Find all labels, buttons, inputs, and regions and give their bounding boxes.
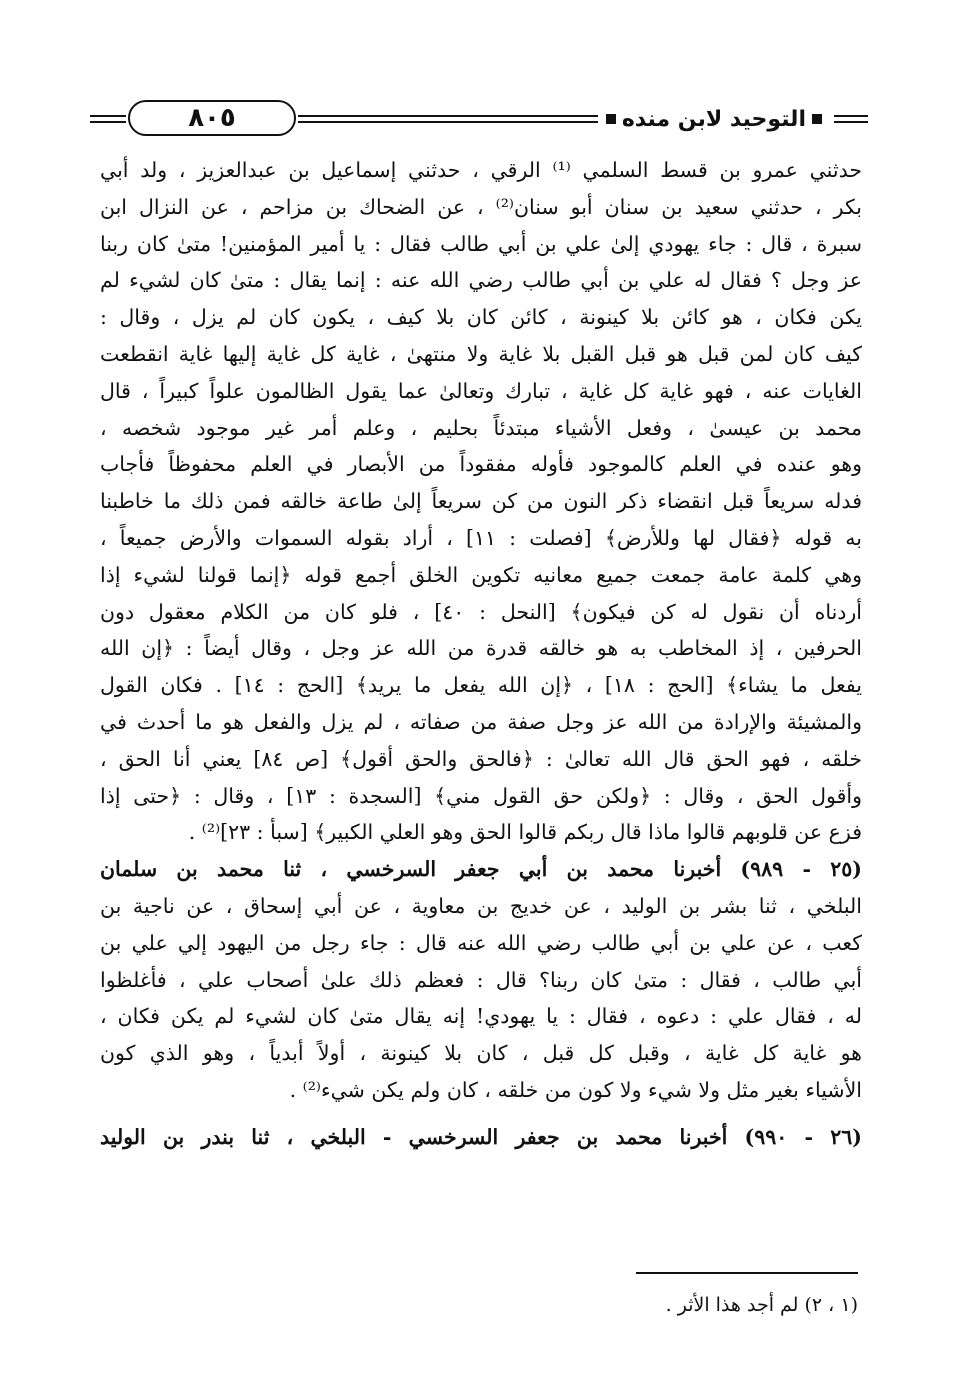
main-text (100, 152, 862, 1156)
text-line: وهو عنده في العلم كالموجود فأوله مفقوداً من الأبصار في العلم محفوظاً فأجاب (100, 452, 862, 477)
text-line: كعب ، عن علي بن أبي طالب رضي الله عنه قال : جاء رجل من اليهود إلي علي بن (100, 930, 862, 955)
text-line: يكن فكان ، هو كائن بلا كينونة ، كائن كان بلا كيف ، يكون كان لم يزل ، وقال : (100, 305, 862, 330)
paragraph-3 (100, 1119, 862, 1156)
text-line: وهي كلمة عامة جمعت جميع معانيه تكوين الخلق أجمع قوله ﴿إنما قولنا لشيء إذا (100, 562, 862, 587)
header-rule-left-bottom (90, 121, 126, 123)
text-line: به قوله ﴿فقال لها وللأرض﴾ [فصلت : ١١] ، أراد بقوله السموات والأرض جميعاً ، (100, 525, 862, 550)
text-line: له ، فقال علي : دعوه ، فقال : يا يهودي! إنه يقال متىٰ كان لشيء لم يكن فكان ، (100, 1004, 862, 1029)
text-line: عز وجل ؟ فقال له علي بن أبي طالب رضي الله عنه : إنما يقال : متىٰ كان لشيء لم (100, 268, 862, 293)
text-line: البلخي ، ثنا بشر بن الوليد ، عن خديج بن معاوية ، عن أبي إسحاق ، عن ناجية بن (100, 893, 862, 918)
footnote: (١ ، ٢) لم أجد هذا الأثر . (665, 1294, 858, 1316)
footnote-rule (636, 1272, 858, 1274)
text-line: فدله سريعاً قبل انقضاء ذكر النون من كن سريعاً إلىٰ طاعة خالقه فمن ذلك ما خاطبنا (100, 489, 862, 514)
header-rule-right-bottom (834, 121, 868, 123)
paragraph-spacer (100, 1109, 862, 1119)
header-rule-middle-bottom (298, 121, 598, 123)
page-number: ٨٠٥ (128, 100, 296, 136)
text-line: الحرفين ، إذ المخاطب به هو خالقه قدرة من الله عز وجل ، وقال أيضاً : ﴿إن الله (100, 636, 862, 661)
text-line: هو غاية كل غاية ، وقبل كل قبل ، كان بلا كينونة ، أولاً أبدياً ، وهو الذي كون (100, 1041, 862, 1066)
page-header (90, 100, 868, 140)
text-line: سبرة ، قال : جاء يهودي إلىٰ علي بن أبي طالب فقال : يا أمير المؤمنين! متىٰ كان ربنا (100, 231, 862, 256)
square-ornament-icon (606, 114, 616, 124)
text-line: بكر ، حدثني سعيد بن سنان أبو سنان⁽²⁾ ، عن الضحاك بن مزاحم ، عن النزال ابن (100, 194, 862, 219)
text-line: أبي طالب ، فقال : متىٰ كان ربنا؟ قال : فعظم ذلك علىٰ أصحاب علي ، فأغلظوا (100, 967, 862, 992)
hadith-heading-line: (٢٦ - ٩٩٠) أخبرنا محمد بن جعفر السرخسي - البلخي ، ثنا بندر بن الوليد (100, 1124, 862, 1149)
paragraph-2 (100, 851, 862, 1109)
header-rule-left-top (90, 115, 126, 117)
text-line: محمد بن عيسىٰ ، وفعل الأشياء مبتدئاً بحليم ، وعلم أمر غير موجود شخصه ، (100, 415, 862, 440)
text-line: الغايات عنه ، فهو غاية كل غاية ، تبارك وتعالىٰ عما يقول الظالمون علواً كبيراً ، قال (100, 378, 862, 403)
running-title-block (600, 102, 828, 136)
paragraph-1 (100, 152, 862, 851)
text-line: أردناه أن نقول له كن فيكون﴾ [النحل : ٤٠] ، فلو كان من الكلام معقول دون (100, 599, 862, 624)
text-line: فزع عن قلوبهم قالوا ماذا قال ربكم قالوا الحق وهو العلي الكبير﴾ [سبأ : ٢٣]⁽²⁾ . (188, 820, 862, 845)
text-line: يفعل ما يشاء﴾ [الحج : ١٨] ، ﴿إن الله يفعل ما يريد﴾ [الحج : ١٤] . فكان القول (100, 673, 862, 698)
text-line: وأقول الحق ، وقال : ﴿ولكن حق القول مني﴾ [السجدة : ١٣] ، وقال : ﴿حتى إذا (100, 783, 862, 808)
running-title: التوحيد لابن منده (621, 106, 806, 132)
header-rule-middle-top (298, 115, 598, 117)
text-line: الأشياء بغير مثل ولا شيء ولا كون من خلقه ، كان ولم يكن شيء⁽²⁾ . (289, 1077, 862, 1102)
square-ornament-icon (812, 114, 822, 124)
text-line: كيف كان لمن قبل هو قبل القبل بلا غاية ولا منتهىٰ ، غاية كل غاية إليها غاية انقطعت (100, 341, 862, 366)
hadith-heading-line: (٢٥ - ٩٨٩) أخبرنا محمد بن أبي جعفر السرخسي ، ثنا محمد بن سلمان (100, 857, 862, 882)
text-line: حدثني عمرو بن قسط السلمي ⁽¹⁾ الرقي ، حدثني إسماعيل بن عبدالعزيز ، ولد أبي (100, 158, 862, 182)
text-line: والمشيئة والإرادة من الله عز وجل صفة من صفاته ، لم يزل والفعل هو ما أحدث في (100, 709, 862, 734)
text-line: خلقه ، فهو الحق قال الله تعالىٰ : ﴿فالحق والحق أقول﴾ [ص ٨٤] يعني أنا الحق ، (100, 746, 862, 771)
header-rule-right-top (834, 115, 868, 117)
